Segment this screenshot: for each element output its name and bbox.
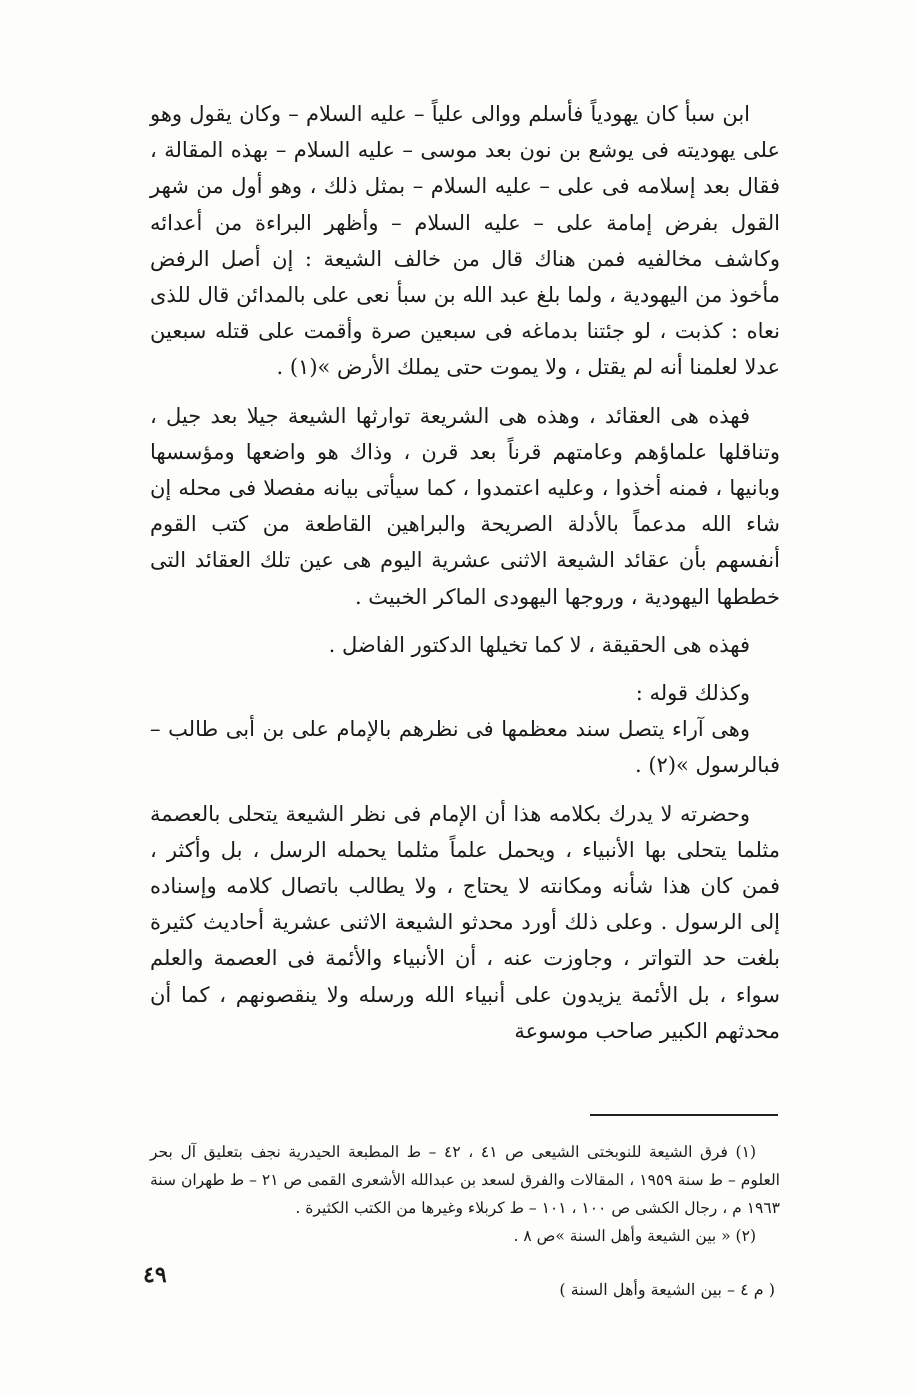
footnote-1: (١) فرق الشيعة للنوبختى الشيعى ص ٤١ ، ٤٢ – ط المطبعة الحيدرية نجف بتعليق آل بحر العلوم – ط سنة ١٩٥٩ ، المقالات والفرق لسعد بن عبدالله الأشعرى القمى ص ٢١ – ط طهران سنة ١٩٦٣ م ، رجال الكشى ص ١٠٠ ، ١٠١ – ط كربلاء وغيرها من الكتب الكثيرة . (150, 1143, 780, 1217)
running-footer: ( م ٤ – بين الشيعة وأهل السنة ) (559, 1280, 775, 1299)
footnote-2: (٢) « بين الشيعة وأهل السنة »ص ٨ . (513, 1227, 756, 1245)
main-text-block (150, 96, 780, 1049)
page-number: ٤٩ (143, 1262, 167, 1288)
paragraph-infallibility: وحضرته لا يدرك بكلامه هذا أن الإمام فى نظر الشيعة يتحلى بالعصمة مثلما يتحلى بها الأنبياء ، ويحمل علماً مثلما يحمله الرسل ، بل وأكثر ، فمن كان هذا شأنه ومكانته لا يحتاج ، ولا يطالب باتصال كلامه وإسناده إلى الرسول . وعلى ذلك أورد محدثو الشيعة الاثنى عشرية أحاديث كثيرة بلغت حد التواتر ، وجاوزت عنه ، أن الأنبياء والأئمة فى العصمة والعلم سواء ، بل الأئمة يزيدون على أنبياء الله ورسله ولا ينقصونهم ، كما أن محدثهم الكبير صاحب موسوعة (150, 801, 780, 1043)
paragraph-ibn-saba: ابن سبأ كان يهودياً فأسلم ووالى علياً – عليه السلام – وكان يقول وهو على يهوديته فى يوشع بن نون بعد موسى – عليه السلام – بهذه المقالة ، فقال بعد إسلامه فى على – عليه السلام – بمثل ذلك ، وهو أول من شهر القول بفرض إمامة على – عليه السلام – وأظهر البراءة من أعدائه وكاشف مخالفيه فمن هناك قال من خالف الشيعة : إن أصل الرفض مأخوذ من اليهودية ، ولما بلغ عبد الله بن سبأ نعى على بالمدائن قال للذى نعاه : كذبت ، لو جئتنا بدماغه فى سبعين صرة وأقمت على قتله سبعين عدلا لعلمنا أنه لم يقتل ، ولا يموت حتى يملك الأرض »(١) . (150, 102, 780, 380)
paragraph-quote: وهى آراء يتصل سند معظمها فى نظرهم بالإمام على بن أبى طالب – فبالرسول »(٢) . (150, 717, 780, 778)
paragraph-his-saying: وكذلك قوله : (635, 681, 750, 706)
paragraph-truth: فهذه هى الحقيقة ، لا كما تخيلها الدكتور الفاضل . (328, 632, 750, 657)
footnote-divider (590, 1114, 778, 1116)
footnotes-block (150, 1138, 780, 1250)
paragraph-beliefs: فهذه هى العقائد ، وهذه هى الشريعة توارثها الشيعة جيلا بعد جيل ، وتناقلها علماؤهم وعامتهم قرناً بعد قرن ، وذاك هو واضعها ومؤسسها وبانيها ، فمنه أخذوا ، وعليه اعتمدوا ، كما سيأتى بيانه مفصلا فى محله إن شاء الله مدعماً بالأدلة الصريحة والبراهين القاطعة من كتب القوم أنفسهم بأن عقائد الشيعة الاثنى عشرية اليوم هى عين تلك العقائد التى خططها اليهودية ، وروجها اليهودى الماكر الخبيث . (150, 403, 780, 609)
